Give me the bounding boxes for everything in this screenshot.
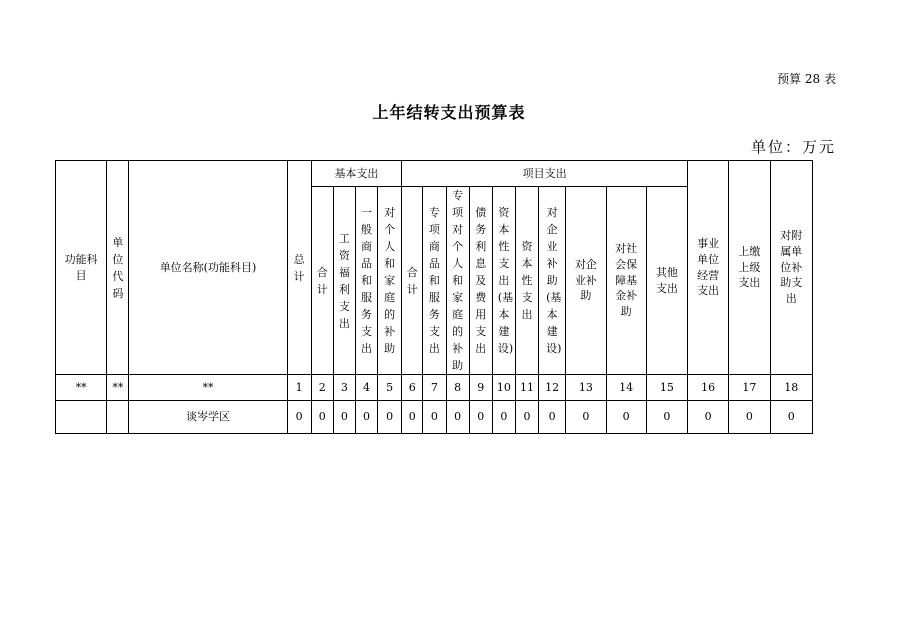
row-unit-name: 谈岑学区 — [129, 401, 287, 434]
row-value: 0 — [333, 401, 355, 434]
index-cell: 10 — [492, 375, 515, 401]
index-cell: ** — [129, 375, 287, 401]
header-unit-code: 单位代码 — [107, 161, 129, 375]
index-cell: 14 — [606, 375, 646, 401]
index-cell: ** — [107, 375, 129, 401]
index-cell: 1 — [287, 375, 311, 401]
row-value: 0 — [606, 401, 646, 434]
index-cell: 13 — [566, 375, 606, 401]
index-cell: 15 — [646, 375, 687, 401]
header-tail-2: 上缴上级支出 — [729, 161, 770, 375]
header-project-7: 对企业补助(基本建设) — [539, 187, 566, 375]
index-cell: 11 — [515, 375, 538, 401]
header-project-group: 项目支出 — [402, 161, 688, 187]
row-value: 0 — [311, 401, 333, 434]
index-cell: 2 — [311, 375, 333, 401]
row-value: 0 — [423, 401, 446, 434]
header-project-1: 合计 — [402, 187, 423, 375]
index-cell: 8 — [446, 375, 469, 401]
unit-label: 单位：万元 — [750, 138, 836, 156]
index-cell: 4 — [355, 375, 377, 401]
header-basic-1: 合计 — [311, 187, 333, 375]
header-unit-name: 单位名称(功能科目) — [129, 161, 287, 375]
row-value: 0 — [446, 401, 469, 434]
header-project-4: 债务利息及费用支出 — [469, 187, 492, 375]
index-row — [56, 375, 813, 401]
header-tail-3: 对附属单位补助支出 — [770, 161, 812, 375]
header-basic-3: 一般商品和服务支出 — [355, 187, 377, 375]
row-value: 0 — [402, 401, 423, 434]
row-value: 0 — [729, 401, 770, 434]
row-unit-code — [107, 401, 129, 434]
header-project-6: 资本性支出 — [515, 187, 538, 375]
index-cell: ** — [56, 375, 107, 401]
row-value: 0 — [492, 401, 515, 434]
header-func-subject: 功能科目 — [56, 161, 107, 375]
row-value: 0 — [770, 401, 812, 434]
header-project-2: 专项商品和服务支出 — [423, 187, 446, 375]
row-value: 0 — [515, 401, 538, 434]
index-cell: 12 — [539, 375, 566, 401]
row-value: 0 — [688, 401, 729, 434]
page-title: 上年结转支出预算表 — [372, 103, 526, 122]
header-project-9: 对社会保障基金补助 — [606, 187, 646, 375]
header-project-8: 对企业补助 — [566, 187, 606, 375]
row-value: 0 — [646, 401, 687, 434]
index-cell: 9 — [469, 375, 492, 401]
table-row — [56, 401, 813, 434]
row-value: 0 — [378, 401, 402, 434]
header-row-1 — [56, 161, 813, 187]
header-basic-4: 对个人和家庭的补助 — [378, 187, 402, 375]
header-basic-2: 工资福利支出 — [333, 187, 355, 375]
index-cell: 6 — [402, 375, 423, 401]
header-project-10: 其他支出 — [646, 187, 687, 375]
row-value: 0 — [469, 401, 492, 434]
header-tail-1: 事业单位经营支出 — [688, 161, 729, 375]
index-cell: 16 — [688, 375, 729, 401]
row-value: 0 — [566, 401, 606, 434]
index-cell: 5 — [378, 375, 402, 401]
budget-table — [55, 160, 813, 434]
header-total: 总计 — [287, 161, 311, 375]
index-cell: 7 — [423, 375, 446, 401]
header-project-5: 资本性支出(基本建设) — [492, 187, 515, 375]
index-cell: 17 — [729, 375, 770, 401]
row-func-subject — [56, 401, 107, 434]
header-project-3: 专项对个人和家庭的补助 — [446, 187, 469, 375]
row-value: 0 — [539, 401, 566, 434]
index-cell: 18 — [770, 375, 812, 401]
row-value: 0 — [287, 401, 311, 434]
row-value: 0 — [355, 401, 377, 434]
header-basic-group: 基本支出 — [311, 161, 402, 187]
index-cell: 3 — [333, 375, 355, 401]
table-number: 预算 28 表 — [777, 72, 836, 86]
